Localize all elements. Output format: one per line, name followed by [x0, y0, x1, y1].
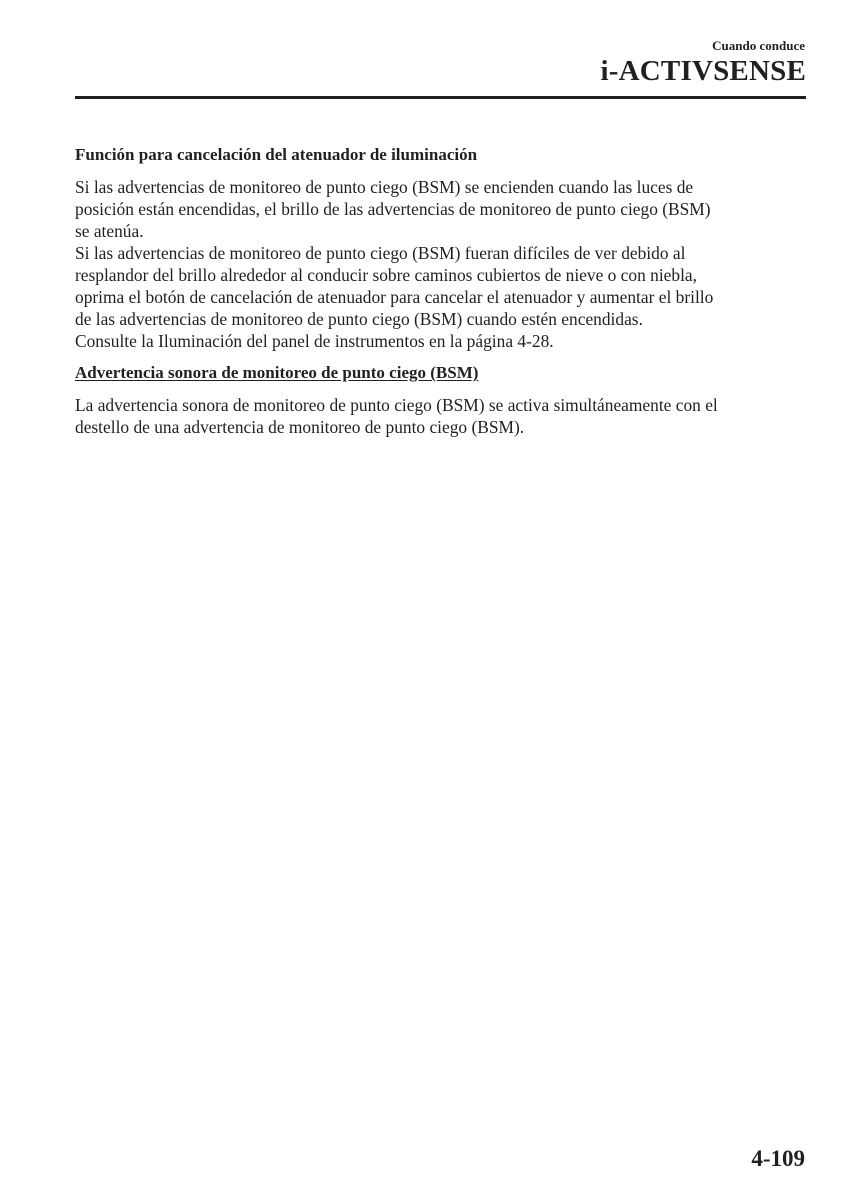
text-line: Si las advertencias de monitoreo de punto ciego (BSM) fueran difíciles de ver debido al: [75, 243, 686, 263]
section-heading-audible-warning: Advertencia sonora de monitoreo de punto ciego (BSM): [75, 363, 479, 382]
text-line: destello de una advertencia de monitoreo de punto ciego (BSM).: [75, 417, 525, 437]
section-heading-dimmer-cancel: Función para cancelación del atenuador de iluminación: [75, 145, 478, 164]
paragraph-dimmer-cancel: [75, 176, 807, 352]
text-line: La advertencia sonora de monitoreo de punto ciego (BSM) se activa simultáneamente con el: [75, 395, 718, 415]
text-line: Si las advertencias de monitoreo de punto ciego (BSM) se encienden cuando las luces de: [75, 177, 694, 197]
running-header-section: Cuando conduce: [712, 38, 805, 53]
text-line: resplandor del brillo alrededor al conducir sobre caminos cubiertos de nieve o con niebla,: [75, 265, 697, 285]
text-line: Consulte la Iluminación del panel de instrumentos en la página 4-28.: [75, 331, 554, 351]
text-line: de las advertencias de monitoreo de punto ciego (BSM) cuando estén encendidas.: [75, 309, 643, 329]
page-body: [75, 144, 807, 438]
running-header-title: i-ACTIVSENSE: [600, 55, 806, 87]
paragraph-audible-warning: [75, 394, 807, 438]
header-divider: [75, 96, 806, 99]
page-number: 4-109: [751, 1146, 805, 1171]
text-line: oprima el botón de cancelación de atenuador para cancelar el atenuador y aumentar el brillo: [75, 287, 714, 307]
text-line: se atenúa.: [75, 221, 144, 241]
text-line: posición están encendidas, el brillo de las advertencias de monitoreo de punto ciego (BSM): [75, 199, 711, 219]
